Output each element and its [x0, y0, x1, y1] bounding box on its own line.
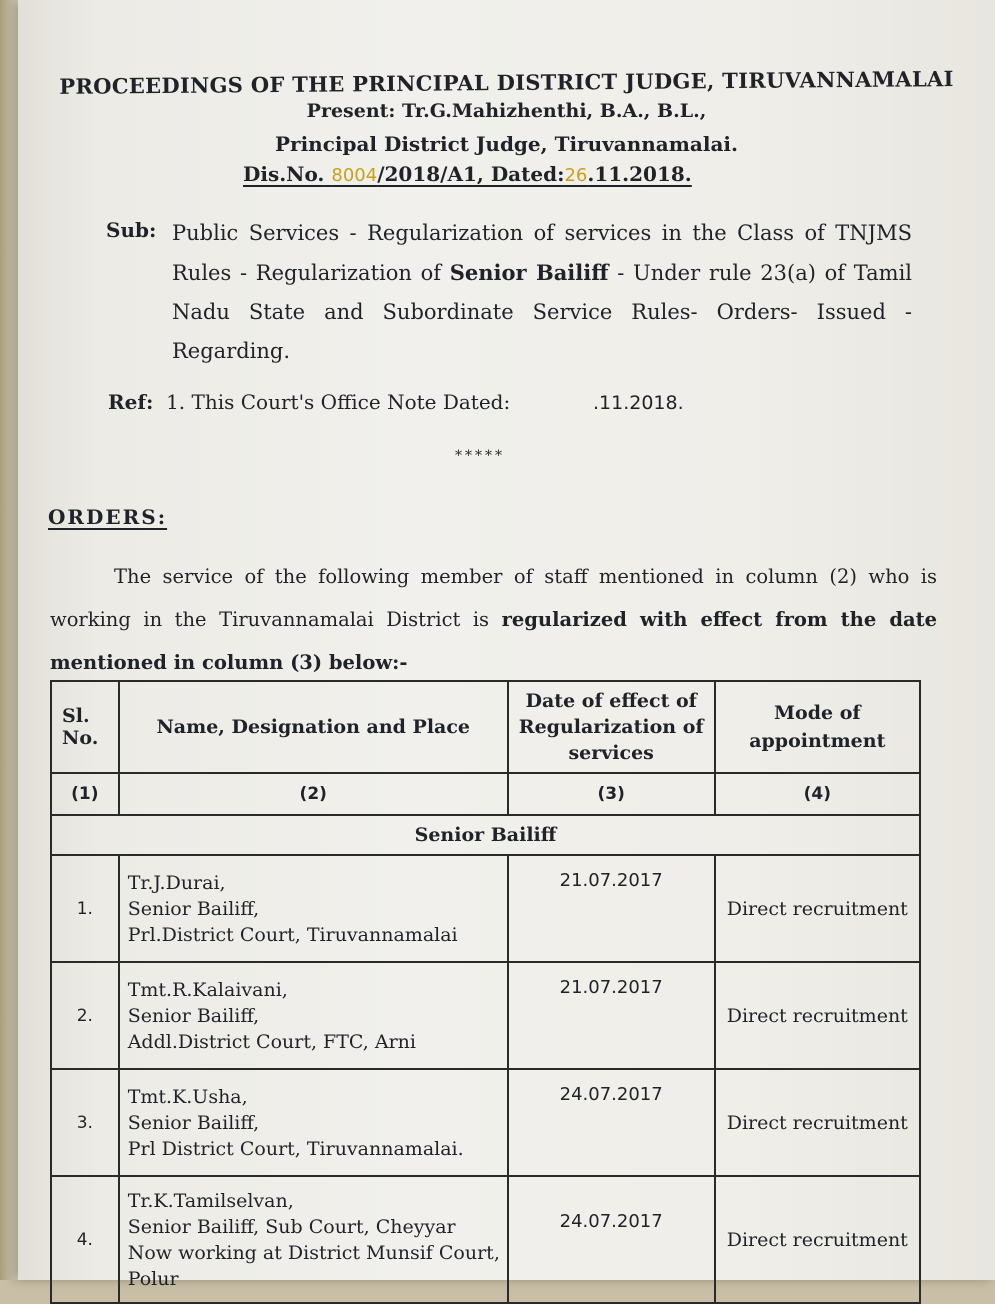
- header-name: Name, Designation and Place: [119, 681, 508, 773]
- column-number-row: [51, 773, 920, 815]
- row-number: 4.: [51, 1176, 119, 1303]
- header-date: Date of effect of Regularization of services: [508, 681, 715, 773]
- row-name: [119, 962, 508, 1069]
- table-row: [51, 962, 920, 1069]
- orders-paragraph: [50, 555, 937, 684]
- col-number-2: (2): [119, 773, 508, 815]
- reference-text: 1. This Court's Office Note Dated:: [166, 390, 511, 414]
- row-number: 1.: [51, 855, 119, 962]
- document-page: [18, 0, 995, 1290]
- dated-day-handwritten: 26: [564, 165, 588, 186]
- reference-label: Ref:: [108, 390, 154, 414]
- row-date: 24.07.2017: [508, 1069, 715, 1176]
- proceedings-title: PROCEEDINGS OF THE PRINCIPAL DISTRICT JUDGE, TIRUVANNAMALAI: [59, 66, 954, 99]
- row-name-line2: Senior Bailiff,: [127, 1004, 260, 1027]
- row-name-line3: Now working at District Munsif Court,: [127, 1241, 500, 1264]
- table-row: [51, 855, 920, 962]
- row-date: 21.07.2017: [508, 855, 715, 962]
- header-sl-line1: Sl.: [62, 705, 90, 727]
- separator-stars: *****: [455, 448, 505, 464]
- dis-prefix: Dis.No.: [243, 162, 325, 186]
- subject-text-bold: Senior Bailiff: [449, 260, 609, 285]
- table-row: [51, 1069, 920, 1176]
- reference-line: [108, 390, 510, 414]
- reference-date: .11.2018.: [593, 392, 684, 414]
- row-date: 24.07.2017: [508, 1176, 715, 1303]
- binder-edge: [0, 0, 18, 1280]
- row-name: [119, 1069, 508, 1176]
- row-name-line3: Prl District Court, Tiruvannamalai.: [127, 1137, 464, 1160]
- col-number-4: (4): [715, 773, 920, 815]
- header-sl-no: [51, 681, 119, 773]
- dis-number-handwritten: 8004: [331, 165, 378, 186]
- orders-heading: ORDERS:: [48, 505, 168, 529]
- row-date: 21.07.2017: [508, 962, 715, 1069]
- row-mode: Direct recruitment: [715, 1176, 920, 1303]
- row-name-line1: Tmt.K.Usha,: [127, 1085, 248, 1108]
- section-label: Senior Bailiff: [51, 815, 920, 855]
- row-name-line1: Tmt.R.Kalaivani,: [127, 978, 288, 1001]
- header-mode: Mode of appointment: [715, 681, 920, 773]
- judge-designation: Principal District Judge, Tiruvannamalai.: [275, 132, 738, 156]
- row-name: [119, 855, 508, 962]
- row-name-line2: Senior Bailiff,: [127, 897, 260, 920]
- row-name-line2: Senior Bailiff, Sub Court, Cheyyar: [127, 1215, 456, 1238]
- row-name-line2: Senior Bailiff,: [127, 1111, 260, 1134]
- present-line: Present: Tr.G.Mahizhenthi, B.A., B.L.,: [306, 100, 707, 122]
- row-name-line1: Tr.K.Tamilselvan,: [127, 1189, 294, 1212]
- row-number: 2.: [51, 962, 119, 1069]
- regularization-table: [50, 680, 921, 1304]
- row-name: [119, 1176, 508, 1303]
- row-mode: Direct recruitment: [715, 1069, 920, 1176]
- col-number-3: (3): [508, 773, 715, 815]
- dis-middle: /2018/A1, Dated:: [377, 162, 565, 186]
- orders-para-bold: regularized with effect from the date mentioned in column (3) below:-: [50, 608, 938, 674]
- row-name-line1: Tr.J.Durai,: [127, 871, 226, 894]
- subject-label: Sub:: [106, 218, 157, 242]
- row-mode: Direct recruitment: [715, 962, 920, 1069]
- col-number-1: (1): [51, 773, 119, 815]
- row-name-line3: Addl.District Court, FTC, Arni: [127, 1030, 416, 1053]
- table-header-row: [51, 681, 920, 773]
- row-number: 3.: [51, 1069, 119, 1176]
- dis-number-line: [243, 162, 692, 186]
- orders-para-part1: The service of the following member of staff mentioned in column (2) who is working in the Tiruvannamalai District is: [50, 565, 937, 631]
- section-row: [51, 815, 920, 855]
- row-name-line3: Prl.District Court, Tiruvannamalai: [127, 923, 458, 946]
- row-mode: Direct recruitment: [715, 855, 920, 962]
- header-sl-line2: No.: [62, 727, 99, 749]
- subject-text: [172, 214, 912, 371]
- subject-text-part1: Public Services - Regularization of services in the Class of TNJMS Rules - Regularization of: [172, 221, 912, 285]
- subject-text-part2: - Under rule 23(a) of Tamil Nadu State and Subordinate Service Rules- Orders- Issued - Regarding.: [172, 261, 913, 363]
- row-name-line4: Polur: [127, 1267, 179, 1290]
- dated-rest: .11.2018.: [587, 162, 692, 186]
- table-row: [51, 1176, 920, 1303]
